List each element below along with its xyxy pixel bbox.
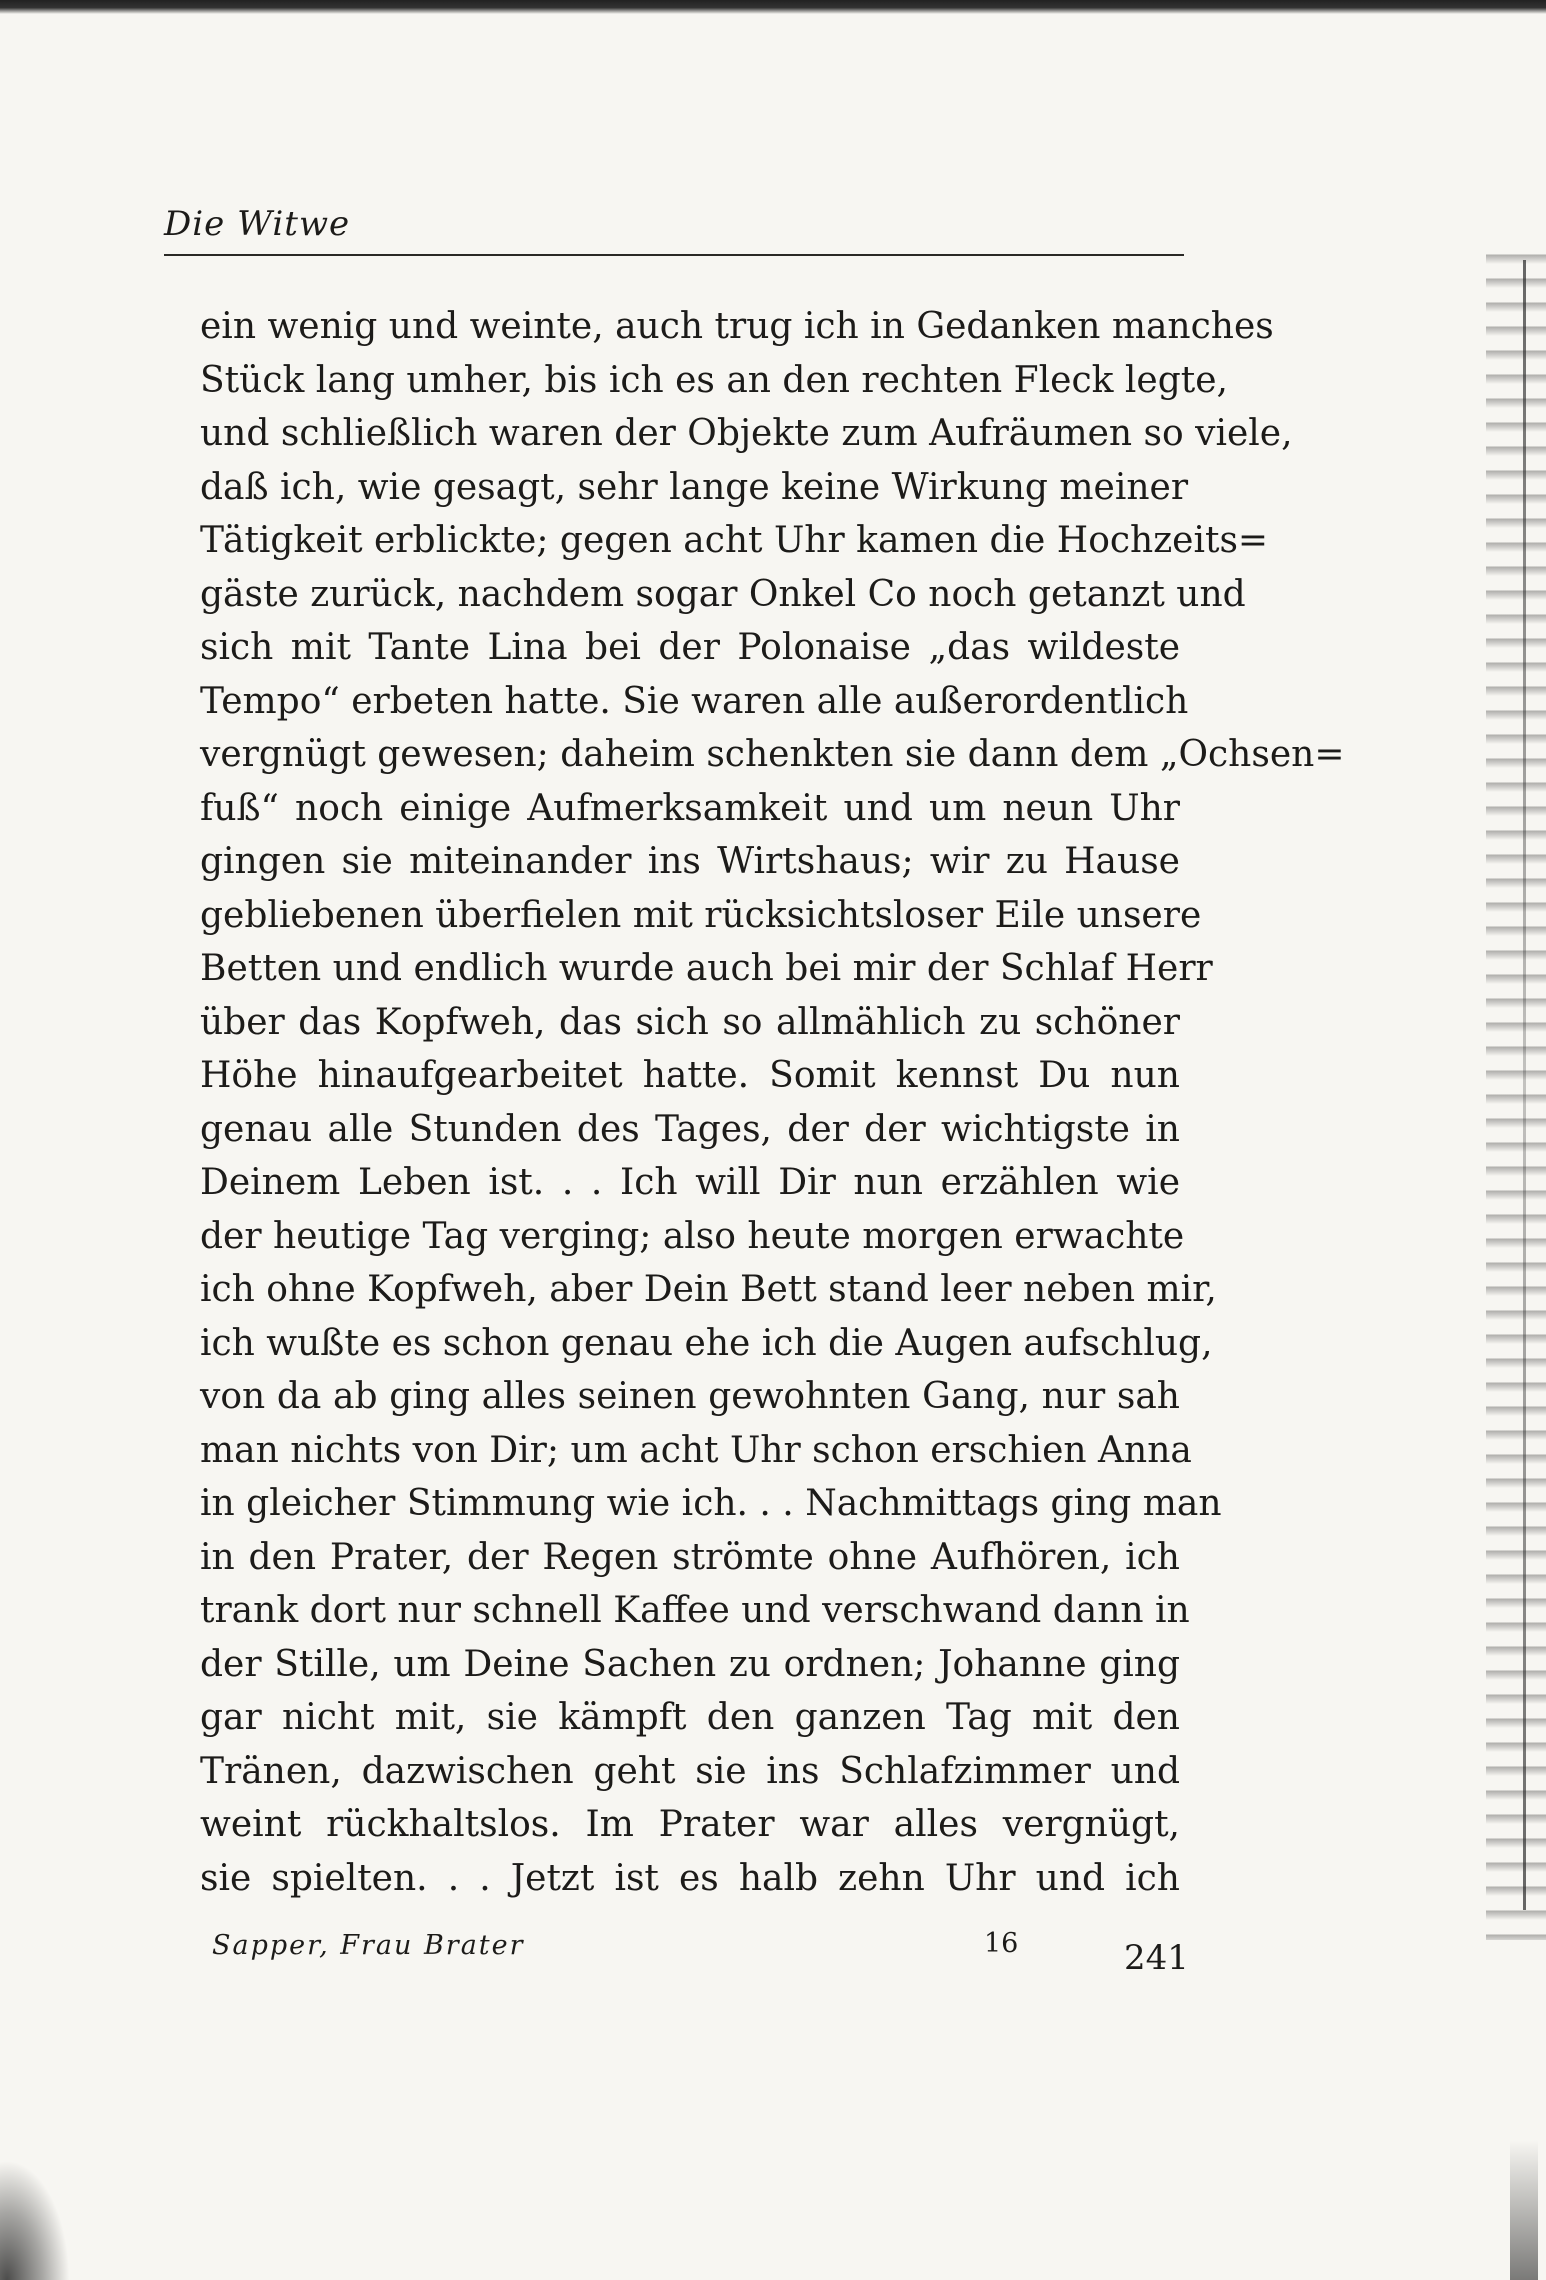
header-rule	[164, 254, 1184, 256]
text-line: Tränen, dazwischen geht sie ins Schlafzimmer und	[200, 1750, 1180, 1792]
text-line: genau alle Stunden des Tages, der der wichtigste in	[200, 1108, 1180, 1150]
text-line: trank dort nur schnell Kaffee und verschwand dann in	[200, 1590, 1190, 1631]
text-line: gäste zurück, nachdem sogar Onkel Co noch getanzt und	[200, 573, 1246, 615]
text-line: fuß“ noch einige Aufmerksamkeit und um neun Uhr	[200, 787, 1180, 829]
scan-bottom-right-shadow	[1510, 2140, 1538, 2280]
scan-right-gutter-line	[1523, 260, 1526, 1910]
text-line: ich wußte es schon genau ehe ich die Augen aufschlug,	[200, 1322, 1213, 1364]
scan-bottom-left-shadow	[0, 2160, 70, 2280]
text-line: in gleicher Stimmung wie ich. . . Nachmittags ging man	[200, 1483, 1222, 1524]
text-line: Betten und endlich wurde auch bei mir der Schlaf Herr	[200, 948, 1213, 989]
text-line: Deinem Leben ist. . . Ich will Dir nun erzählen wie	[200, 1162, 1180, 1203]
text-line: der heutige Tag verging; also heute morgen erwachte	[200, 1215, 1185, 1257]
text-line: von da ab ging alles seinen gewohnten Gang, nur sah	[200, 1376, 1180, 1417]
text-line: vergnügt gewesen; daheim schenkten sie dann dem „Ochsen=	[200, 734, 1345, 775]
text-line: ich ohne Kopfweh, aber Dein Bett stand leer neben mir,	[200, 1269, 1217, 1310]
text-line: sie spielten. . . Jetzt ist es halb zehn Uhr und ich	[200, 1857, 1180, 1899]
text-line: und schließlich waren der Objekte zum Aufräumen so viele,	[200, 413, 1293, 454]
scan-right-gutter-shadow	[1486, 240, 1546, 1940]
text-line: Tempo“ erbeten hatte. Sie waren alle außerordentlich	[200, 680, 1189, 722]
scan-top-edge	[0, 0, 1546, 14]
page-number: 241	[1124, 1938, 1189, 1978]
text-line: daß ich, wie gesagt, sehr lange keine Wirkung meiner	[200, 466, 1189, 508]
text-line: gar nicht mit, sie kämpft den ganzen Tag mit den	[200, 1697, 1180, 1738]
footer-signature: Sapper, Frau Brater	[212, 1930, 525, 1961]
text-line: in den Prater, der Regen strömte ohne Aufhören, ich	[200, 1536, 1180, 1578]
text-line: ein wenig und weinte, auch trug ich in Gedanken manches	[200, 306, 1274, 347]
running-head: Die Witwe	[164, 204, 351, 244]
text-line: der Stille, um Deine Sachen zu ordnen; Johanne ging	[200, 1643, 1180, 1685]
text-line: gingen sie miteinander ins Wirtshaus; wir zu Hause	[200, 841, 1180, 882]
text-line: Höhe hinaufgearbeitet hatte. Somit kennst Du nun	[200, 1055, 1180, 1096]
text-line: gebliebenen überfielen mit rücksichtsloser Eile unsere	[200, 894, 1202, 936]
text-line: Tätigkeit erblickte; gegen acht Uhr kamen die Hochzeits=	[200, 520, 1269, 561]
footer-signature-number: 16	[984, 1928, 1019, 1959]
text-line: weint rückhaltslos. Im Prater war alles vergnügt,	[200, 1804, 1180, 1845]
text-line: sich mit Tante Lina bei der Polonaise „das wildeste	[200, 627, 1180, 668]
text-line: über das Kopfweh, das sich so allmählich zu schöner	[200, 1001, 1180, 1043]
body-text	[200, 300, 1345, 1905]
text-line: Stück lang umher, bis ich es an den rechten Fleck legte,	[200, 359, 1228, 401]
text-line: man nichts von Dir; um acht Uhr schon erschien Anna	[200, 1429, 1192, 1471]
